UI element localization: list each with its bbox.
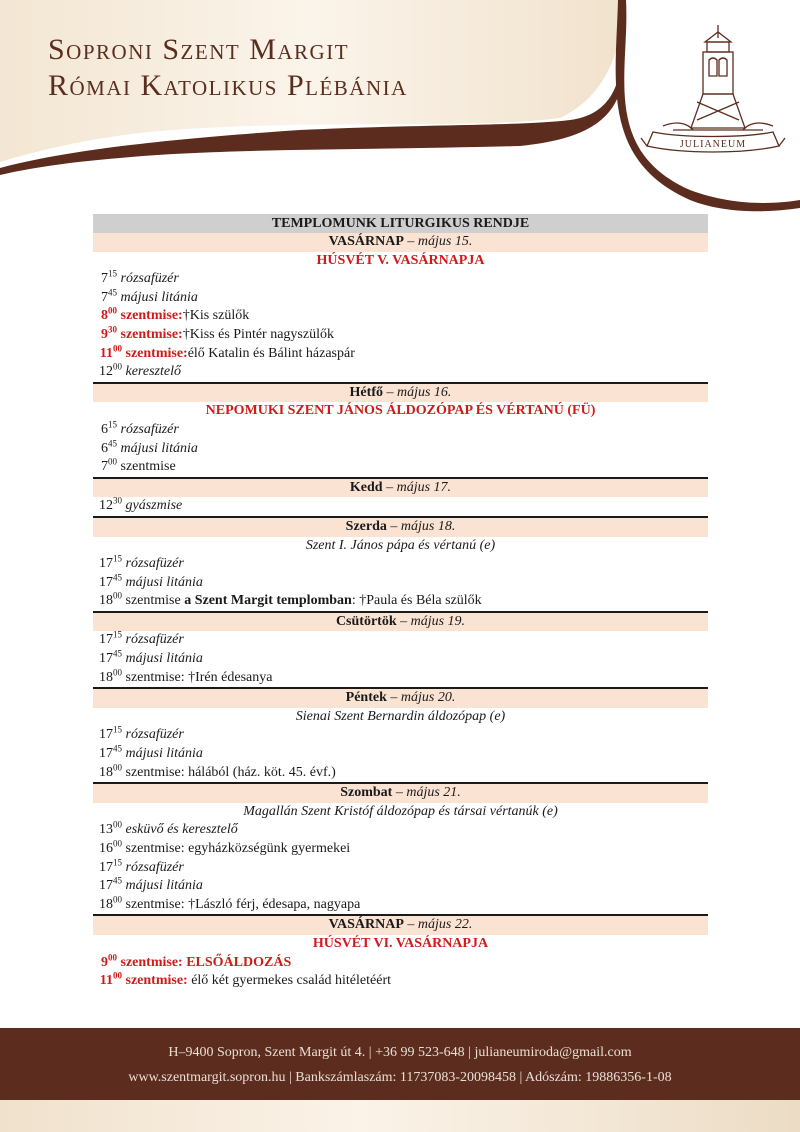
feast-title: HÚSVÉT V. VASÁRNAPJA — [316, 252, 485, 268]
day-header — [93, 477, 708, 498]
time-minute: 45 — [113, 572, 122, 583]
time — [93, 726, 122, 745]
entry-location: a Szent Margit templomban — [184, 593, 352, 609]
day-header — [93, 516, 708, 537]
time-hour: 18 — [99, 764, 113, 780]
day-date: – május 22. — [407, 917, 473, 933]
time — [93, 877, 122, 896]
time-minute: 00 — [113, 761, 122, 772]
time-hour: 7 — [101, 459, 108, 475]
day-name: Péntek — [345, 690, 387, 706]
entry-label: szentmise — [120, 459, 176, 475]
table-title: TEMPLOMUNK LITURGIKUS RENDJE — [93, 214, 708, 233]
time-minute: 00 — [108, 305, 117, 316]
time-minute: 00 — [113, 838, 122, 849]
time-minute: 00 — [113, 361, 122, 372]
time-minute: 00 — [113, 342, 122, 353]
schedule-entry — [93, 821, 708, 840]
time-hour: 18 — [99, 896, 113, 912]
day-name: Szerda — [345, 518, 387, 534]
time-hour: 7 — [101, 271, 108, 287]
time-hour: 17 — [99, 632, 113, 648]
day-header — [93, 233, 708, 252]
entry-intention: †Kiss és Pintér nagyszülők — [182, 326, 334, 342]
liturgical-schedule — [93, 214, 708, 991]
time-minute: 00 — [108, 951, 117, 962]
time-hour: 18 — [99, 669, 113, 685]
day-header — [93, 914, 708, 935]
entry-label: gyászmise — [125, 498, 183, 514]
entry-label: esküvő és keresztelő — [125, 822, 238, 838]
schedule-entry — [93, 745, 708, 764]
entry-label: szentmise: — [120, 308, 183, 324]
schedule-entry — [93, 289, 708, 308]
day-header — [93, 687, 708, 708]
day-name: Kedd — [349, 479, 383, 495]
time-minute: 30 — [108, 324, 117, 335]
time-minute: 15 — [113, 629, 122, 640]
schedule-entry — [93, 307, 708, 326]
time-hour: 17 — [99, 878, 113, 894]
time-hour: 11 — [99, 345, 113, 361]
time-hour: 17 — [99, 651, 113, 667]
time — [93, 497, 122, 516]
entry-label: szentmise: †Irén édesanya — [125, 669, 273, 685]
time — [93, 289, 117, 308]
day-date: – május 19. — [400, 613, 466, 629]
entry-label: szentmise — [125, 593, 181, 609]
time-minute: 00 — [113, 970, 122, 981]
day-header — [93, 611, 708, 632]
schedule-entry — [93, 856, 708, 878]
time-hour: 12 — [99, 498, 113, 514]
schedule-entry — [93, 669, 708, 688]
schedule-entry — [93, 951, 708, 973]
entry-label: rózsafüzér — [120, 271, 179, 287]
time-hour: 6 — [101, 421, 108, 437]
day-name: Szombat — [340, 785, 393, 801]
time-hour: 7 — [101, 289, 108, 305]
entry-label: rózsafüzér — [125, 727, 184, 743]
feast-title: Szent I. János pápa és vértanú (e) — [305, 537, 496, 553]
schedule-entry — [93, 574, 708, 593]
time-minute: 15 — [113, 553, 122, 564]
entry-label: rózsafüzér — [125, 632, 184, 648]
time — [93, 821, 122, 840]
feast-title: HÚSVÉT VI. VASÁRNAPJA — [312, 935, 489, 951]
time — [93, 972, 122, 991]
time — [93, 631, 122, 650]
schedule-entry — [93, 342, 708, 364]
schedule-entry — [93, 363, 708, 382]
time-minute: 45 — [108, 437, 117, 448]
day-date: – május 16. — [386, 384, 452, 400]
entry-label: májusi litánia — [120, 289, 198, 305]
day-name: VASÁRNAP — [328, 234, 404, 249]
entry-label: szentmise: †László férj, édesapa, nagyapa — [125, 896, 361, 912]
time-hour: 9 — [101, 954, 108, 970]
entry-label: szentmise: — [120, 326, 183, 342]
schedule-entry — [93, 497, 708, 516]
time-hour: 12 — [99, 364, 113, 380]
time — [93, 896, 122, 915]
entry-label: májusi litánia — [125, 878, 203, 894]
time — [93, 363, 122, 382]
time-minute: 45 — [113, 875, 122, 886]
entry-label: szentmise: — [125, 973, 188, 989]
time-hour: 17 — [99, 727, 113, 743]
time — [93, 669, 122, 688]
schedule-entry — [93, 421, 708, 440]
day-date: – május 15. — [407, 234, 473, 249]
schedule-entry — [93, 896, 708, 915]
feast-title: Sienai Szent Bernardin áldozópap (e) — [295, 708, 506, 724]
time-minute: 00 — [113, 894, 122, 905]
time — [93, 437, 117, 459]
entry-label: májusi litánia — [125, 746, 203, 762]
schedule-entry — [93, 458, 708, 477]
time-minute: 15 — [113, 856, 122, 867]
time-hour: 13 — [99, 822, 113, 838]
entry-label: keresztelő — [125, 364, 181, 380]
time — [93, 342, 122, 364]
time-hour: 17 — [99, 859, 113, 875]
entry-label: rózsafüzér — [125, 556, 184, 572]
time — [93, 270, 117, 289]
time — [93, 307, 117, 326]
time-minute: 00 — [108, 456, 117, 467]
entry-label: szentmise: — [125, 345, 188, 361]
time — [93, 574, 122, 593]
feast-title: NEPOMUKI SZENT JÁNOS ÁLDOZÓPAP ÉS VÉRTANÚ (FÜ) — [205, 403, 596, 419]
footer-bank-line: www.szentmargit.sopron.hu | Bankszámlaszám: 11737083-20098458 | Adószám: 19886356-1-08 — [128, 1070, 672, 1085]
time — [93, 951, 117, 973]
time — [93, 650, 122, 669]
entry-label: májusi litánia — [125, 574, 203, 590]
time-minute: 15 — [113, 724, 122, 735]
footer — [0, 1028, 800, 1100]
entry-intention: : †Paula és Béla szülők — [351, 593, 482, 609]
schedule-entry — [93, 592, 708, 611]
time-minute: 45 — [108, 287, 117, 298]
time — [93, 745, 122, 764]
time-minute: 00 — [113, 590, 122, 601]
schedule-entry — [93, 972, 708, 991]
time-hour: 17 — [99, 556, 113, 572]
entry-label: szentmise: hálából (ház. köt. 45. évf.) — [125, 764, 336, 780]
entry-intention: élő két gyermekes család hitéletéért — [187, 973, 391, 989]
time-minute: 30 — [113, 495, 122, 506]
parish-title-line1: Soproni Szent Margit — [48, 33, 350, 66]
time-hour: 6 — [101, 440, 108, 456]
logo-text: JULIANEUM — [679, 139, 747, 150]
time-hour: 17 — [99, 746, 113, 762]
day-date: – május 20. — [390, 690, 456, 706]
day-header — [93, 382, 708, 403]
time-minute: 15 — [108, 268, 117, 279]
time-hour: 18 — [99, 593, 113, 609]
schedule-entry — [93, 877, 708, 896]
schedule-entry — [93, 326, 708, 345]
day-name: Csütörtök — [335, 613, 397, 629]
time — [93, 326, 117, 345]
time-minute: 15 — [108, 419, 117, 430]
time-hour: 17 — [99, 574, 113, 590]
julianeum-logo — [633, 20, 791, 170]
day-header — [93, 782, 708, 803]
schedule-entry — [93, 650, 708, 669]
entry-intention: †Kis szülők — [182, 308, 250, 324]
schedule-entry — [93, 631, 708, 650]
entry-label: májusi litánia — [125, 651, 203, 667]
bottom-decor-strip — [0, 1100, 800, 1132]
entry-label: szentmise: ELSŐÁLDOZÁS — [120, 954, 292, 970]
time — [93, 555, 122, 574]
footer-contact-line: H–9400 Sopron, Szent Margit út 4. | +36 99 523-648 | julianeumiroda@gmail.com — [168, 1045, 632, 1060]
schedule-entry — [93, 555, 708, 574]
entry-label: rózsafüzér — [120, 421, 179, 437]
entry-label: rózsafüzér — [125, 859, 184, 875]
time — [93, 840, 122, 859]
time — [93, 458, 117, 477]
time-hour: 16 — [99, 841, 113, 856]
feast-title: Magallán Szent Kristóf áldozópap és társai vértanúk (e) — [243, 803, 558, 819]
time-hour: 11 — [99, 973, 113, 989]
day-date: – május 18. — [390, 518, 456, 534]
time — [93, 856, 122, 878]
time-minute: 45 — [113, 648, 122, 659]
day-date: – május 21. — [395, 785, 461, 801]
time-minute: 45 — [113, 743, 122, 754]
time — [93, 421, 117, 440]
time — [93, 592, 122, 611]
schedule-entry — [93, 726, 708, 745]
schedule-entry — [93, 270, 708, 289]
time-hour: 9 — [101, 326, 108, 342]
schedule-entry — [93, 437, 708, 459]
entry-label: májusi litánia — [120, 440, 198, 456]
time-minute: 00 — [113, 667, 122, 677]
time-hour: 8 — [101, 308, 108, 324]
entry-intention: élő Katalin és Bálint házaspár — [187, 345, 355, 361]
time — [93, 761, 122, 783]
entry-label: szentmise: egyházközségünk gyermekei — [125, 841, 351, 856]
day-name: Hétfő — [349, 384, 383, 400]
schedule-entry — [93, 840, 708, 859]
time-minute: 00 — [113, 819, 122, 830]
parish-title-line2: Római Katolikus Plébánia — [48, 69, 408, 102]
day-date: – május 17. — [386, 479, 452, 495]
day-name: VASÁRNAP — [328, 917, 404, 933]
schedule-entry — [93, 761, 708, 783]
